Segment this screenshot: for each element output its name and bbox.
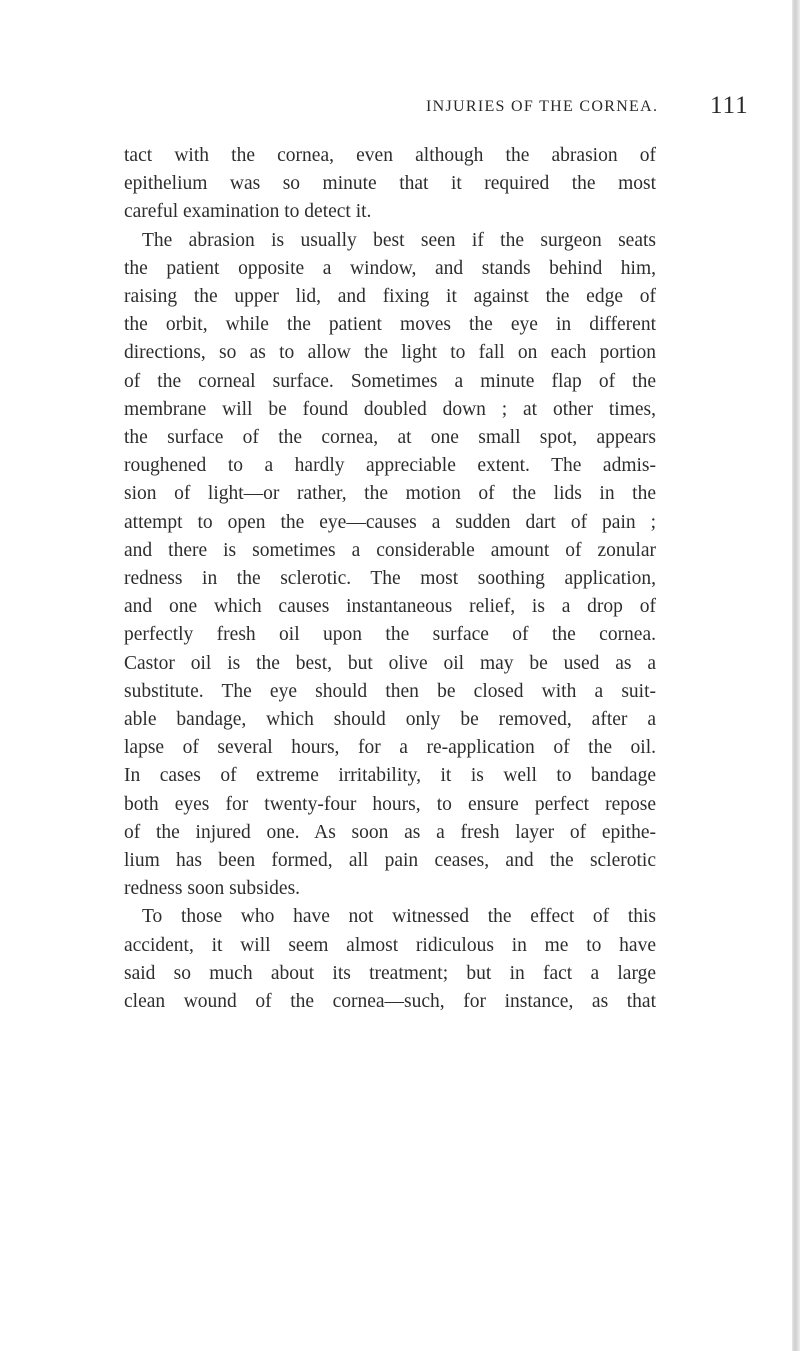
text-line: The abrasion is usually best seen if the surgeon seats (142, 229, 656, 251)
text-line: redness in the sclerotic. The most soothing application, (124, 568, 656, 590)
paragraph-2 (124, 227, 656, 904)
text-line: substitute. The eye should then be closed with a suit- (124, 680, 656, 702)
text-line: and there is sometimes a considerable amount of zonular (124, 539, 656, 561)
text-line: In cases of extreme irritability, it is well to bandage (124, 765, 656, 787)
text-line: Castor oil is the best, but olive oil may be used as a (124, 652, 656, 674)
text-line: clean wound of the cornea—such, for instance, as that (124, 991, 656, 1013)
text-line: lium has been formed, all pain ceases, and the sclerotic (124, 850, 656, 872)
text-line: the orbit, while the patient moves the eye in different (124, 314, 656, 336)
text-line: directions, so as to allow the light to fall on each portion (124, 342, 656, 364)
text-line: the surface of the cornea, at one small spot, appears (124, 427, 656, 449)
text-line: To those who have not witnessed the effect of this (142, 906, 656, 928)
text-line: said so much about its treatment; but in fact a large (124, 962, 656, 984)
text-line: able bandage, which should only be removed, after a (124, 709, 656, 731)
text-line: and one which causes instantaneous relief, is a drop of (124, 596, 656, 618)
text-line: lapse of several hours, for a re-application of the oil. (124, 737, 656, 759)
text-line: tact with the cornea, even although the abrasion of (124, 145, 656, 166)
page-edge-shadow (792, 0, 800, 1351)
text-line: raising the upper lid, and fixing it against the edge of (124, 286, 656, 308)
text-line: roughened to a hardly appreciable extent. The admis- (124, 455, 656, 477)
text-line: membrane will be found doubled down ; at other times, (124, 398, 656, 420)
text-line: the patient opposite a window, and stands behind him, (124, 257, 656, 279)
page-number: 111 (710, 92, 749, 119)
paragraph-1 (124, 142, 656, 227)
running-title: INJURIES OF THE CORNEA. (426, 98, 659, 115)
body-text (124, 142, 656, 1016)
text-line: careful examination to detect it. (124, 201, 372, 223)
text-line: of the corneal surface. Sometimes a minute flap of the (124, 370, 656, 392)
running-head (0, 92, 800, 122)
text-line: sion of light—or rather, the motion of the lids in the (124, 483, 656, 505)
paragraph-3 (124, 903, 656, 1016)
text-line: accident, it will seem almost ridiculous in me to have (124, 934, 656, 956)
text-line: attempt to open the eye—causes a sudden dart of pain ; (124, 511, 656, 533)
text-line: perfectly fresh oil upon the surface of the cornea. (124, 624, 656, 646)
text-line: of the injured one. As soon as a fresh layer of epithe- (124, 821, 656, 843)
text-line: both eyes for twenty-four hours, to ensure perfect repose (124, 793, 656, 815)
text-line: epithelium was so minute that it required the most (124, 173, 656, 195)
text-line: redness soon subsides. (124, 878, 301, 900)
